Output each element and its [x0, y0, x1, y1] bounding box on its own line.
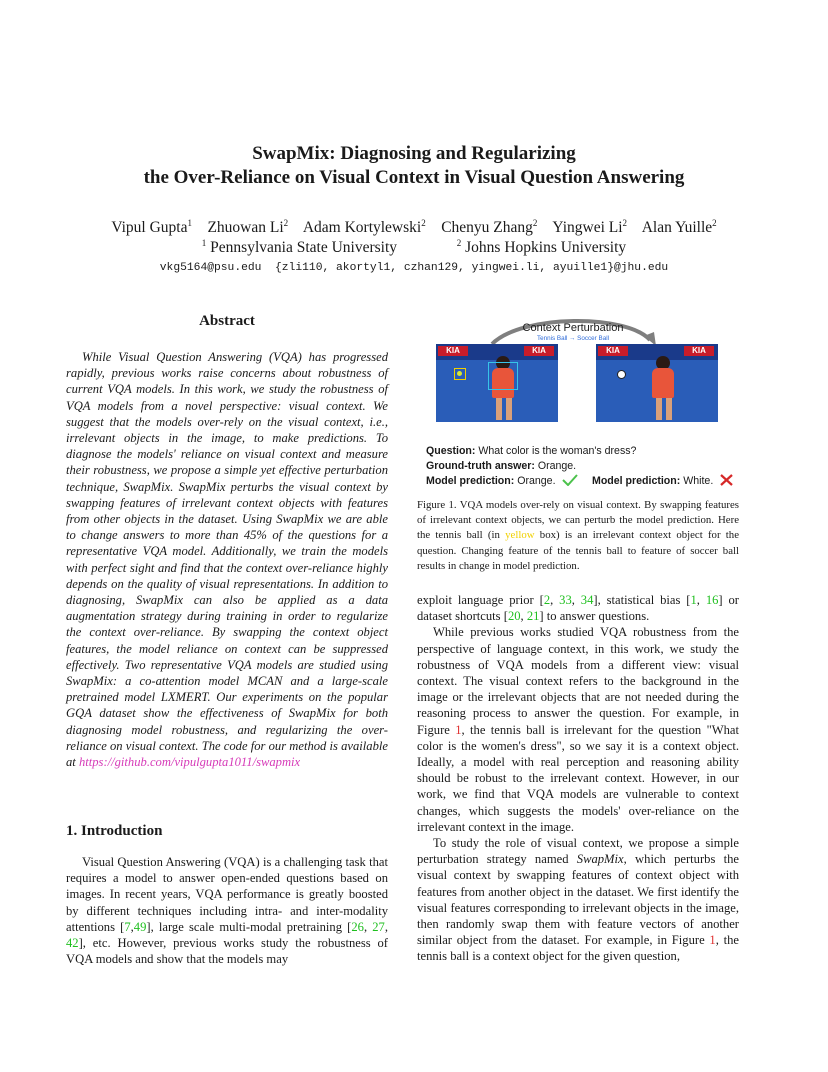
question-text: What color is the woman's dress?: [478, 445, 637, 457]
citation-link[interactable]: 2: [543, 593, 551, 607]
prediction-label: Model prediction:: [592, 475, 681, 487]
citation-link[interactable]: 21: [526, 609, 540, 624]
question-label: Question:: [426, 445, 476, 457]
affiliation: Johns Hopkins University: [465, 239, 627, 256]
paper-title-line-1: SwapMix: Diagnosing and Regularizing: [252, 143, 576, 164]
paragraph: While previous works studied VQA robustness from the perspective of language context, in this work, we study the robustness of VQA models from a different view: visual context. The visual context refers to the background in the image or the irrelevant objects that are not needed during the reasoning process to answer the question. For example, in Figure 1, the tennis ball is irrelevant for the question "What color is the women's dress", so we say it is a context object. Ideally, a model with real perception and reasoning ability should be robust to the irrelevant context. However, in our work, we find that VQA models are vulnerable to context changes, which suggests the models' over-reliance on the irrelevant context in the image.: [417, 625, 739, 834]
citation-link[interactable]: 1: [690, 593, 697, 607]
paragraph: To study the role of visual context, we propose a simple perturbation strategy named SwapMix, which perturbs the visual context by swapping features of context object with features from another object in the dataset. We first identify the visual features corresponding to irrelevant objects in the image, then randomly swap them with feature vectors of another similar object from the dataset. For example, in Figure 1, the tennis ball is a context object for the given question,: [417, 836, 739, 964]
author: Chenyu Zhang: [441, 219, 533, 236]
affiliation-list: [0, 238, 828, 257]
author: Alan Yuille: [641, 219, 713, 236]
author: Adam Kortylewski: [302, 219, 422, 236]
abstract-text: While Visual Question Answering (VQA) has progressed rapidly, previous works raise concerns about robustness of current VQA models. In this work, we study the robustness of VQA models from a novel perspective: visual context. We suggest that the models over-rely on the visual context, i.e., irrelevant objects in the image, to make predictions. To diagnose the models' reliance on visual context and measure their robustness, we propose a simple yet effective perturbation technique, SwapMix. SwapMix perturbs the visual context by swapping features of irrelevant context objects with features from other objects in the dataset. Using SwapMix we are able to change answers to more than 45% of the questions for a representative VQA model. Additionally, we train the models with perfect sight and find that the context over-reliance highly depends on the quality of visual representations. In addition to diagnosing, SwapMix can also be applied as a data augmentation strategy during training in order to regularize the context over-reliance. By swapping the context object features, the model reliance on context can be suppressed effectively. Two representative VQA models are studied using SwapMix: a co-attention model MCAN and a large-scale pretrained model LXMERT. Our experiments on the popular GQA dataset show the effectiveness of SwapMix for both diagnosing model robustness, and regularizing the over-reliance on visual context. The code for our method is available at: [66, 350, 388, 770]
prediction-perturbed: White.: [683, 475, 714, 487]
author: Zhuowan Li: [207, 219, 284, 236]
code-link[interactable]: https://github.com/vipulgupta1011/swapmix: [78, 755, 301, 770]
author-list: [0, 218, 828, 237]
banner: KIA: [598, 346, 628, 356]
person-bounding-box: [488, 362, 518, 390]
figure-1: [422, 318, 738, 490]
perturbed-image: [596, 344, 718, 422]
affiliation-mark: 2: [712, 218, 717, 228]
figure-1-caption: Figure 1. VQA models over-rely on visual context. By swapping features of irrelevant context objects, we can perturb the model prediction. Here the tennis ball (in yellow box) is an irrelevant context object for the question. Changing feature of the tennis ball to feature of soccer ball results in change in model prediction.: [417, 499, 739, 572]
citation-link[interactable]: 16: [705, 593, 719, 607]
affiliation-mark: 2: [283, 218, 289, 228]
affiliation-mark: 2: [421, 218, 426, 228]
figure-qa: [426, 444, 738, 489]
check-icon: [562, 474, 578, 486]
affiliation-mark: 2: [532, 218, 538, 228]
citation-link[interactable]: 33: [559, 593, 572, 607]
paragraph: Visual Question Answering (VQA) is a challenging task that requires a model to answer open-ended questions based on images. In recent years, VQA performance is greatly boosted by different techniques including intra- and inter-modality attentions [7,49], large scale multi-modal pretraining [26, 27, 42], etc. However, previous works study the robustness of VQA models and show that the models may: [66, 855, 388, 967]
author: Yingwei Li: [552, 219, 623, 236]
affiliation: Pennsylvania State University: [210, 239, 398, 256]
citation-link[interactable]: 20: [507, 609, 521, 624]
soccer-ball: [617, 370, 626, 379]
paper-title-line-2: the Over-Reliance on Visual Context in Visual Question Answering: [143, 167, 685, 188]
perturbation-label: Context Perturbation: [522, 322, 624, 334]
affiliation-mark: 1: [201, 238, 207, 248]
right-column-body: [417, 592, 739, 965]
author: Vipul Gupta: [111, 219, 188, 236]
cross-icon: [720, 474, 733, 486]
prediction-original: Orange.: [517, 475, 556, 487]
introduction-body: [66, 854, 388, 967]
figure-reference-link[interactable]: 1: [709, 933, 716, 948]
citation-link[interactable]: 34: [580, 593, 594, 607]
section-heading-introduction: 1. Introduction: [66, 823, 163, 839]
abstract-heading: Abstract: [199, 313, 255, 329]
ground-truth-label: Ground-truth answer:: [426, 460, 535, 472]
citation-link[interactable]: 27: [372, 919, 385, 934]
abstract-body: [66, 349, 388, 770]
player-dress: [652, 368, 674, 398]
banner: KIA: [438, 346, 468, 356]
perturbation-sublabel: Tennis Ball → Soccer Ball: [536, 335, 610, 342]
author-emails: vkg5164@psu.edu {zli110, akortyl1, czhan129, yingwei.li, ayuille1}@jhu.edu: [159, 262, 669, 274]
figure-reference-link[interactable]: 1: [455, 722, 462, 737]
tennis-ball: [457, 371, 462, 376]
original-image: [436, 344, 558, 422]
banner: KIA: [524, 346, 554, 356]
prediction-label: Model prediction:: [426, 475, 515, 487]
citation-link[interactable]: 49: [133, 919, 147, 934]
banner: KIA: [684, 346, 714, 356]
paragraph: exploit language prior [2, 33, 34], statistical bias [1, 16] or dataset shortcuts [20, 21] to answer questions.: [417, 593, 739, 624]
affiliation-mark: 1: [187, 218, 192, 228]
citation-link[interactable]: 7: [124, 919, 131, 934]
affiliation-mark: 2: [456, 238, 462, 248]
citation-link[interactable]: 26: [351, 919, 364, 934]
citation-link[interactable]: 42: [66, 936, 79, 951]
ground-truth-text: Orange.: [537, 460, 577, 472]
affiliation-mark: 2: [622, 218, 628, 228]
highlight-word: yellow: [505, 529, 535, 542]
